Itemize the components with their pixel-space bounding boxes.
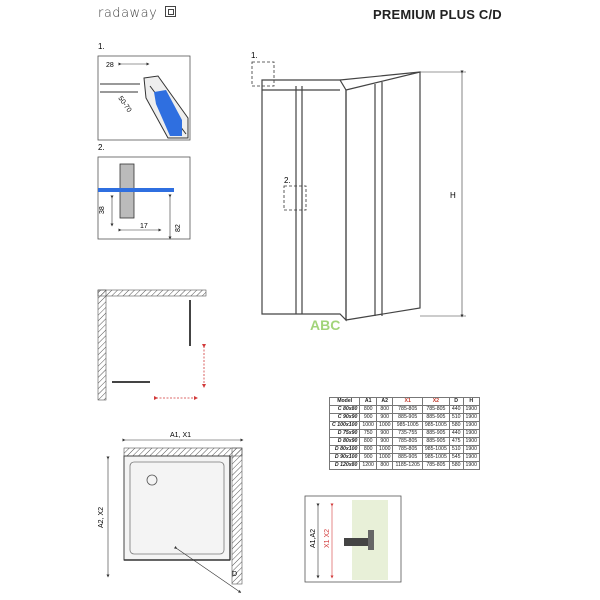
detail-3-label-a: A1,A2	[310, 528, 317, 548]
detail-1-dim-a: 28	[106, 62, 114, 69]
table-row	[330, 462, 480, 470]
spec-header-x2: X2	[422, 398, 449, 406]
height-label: H	[450, 191, 456, 200]
table-cell: 985-1005	[422, 422, 449, 430]
table-cell: 1200	[360, 462, 377, 470]
table-cell: 900	[376, 430, 393, 438]
table-cell: 510	[449, 446, 463, 454]
detail-2-dim-b: 17	[140, 223, 148, 230]
table-cell: 900	[376, 438, 393, 446]
table-cell: 885-905	[422, 438, 449, 446]
table-cell: C 100x100	[330, 422, 360, 430]
table-cell: 735-755	[393, 430, 422, 438]
diagonal-label: D	[232, 571, 238, 578]
detail-3-label-b: X1 X2	[324, 528, 331, 548]
table-cell: 900	[360, 414, 377, 422]
spec-header-a1: A1	[360, 398, 377, 406]
table-cell: 1000	[360, 422, 377, 430]
callout-1-box	[252, 62, 274, 86]
table-row	[330, 430, 480, 438]
table-cell: 800	[360, 438, 377, 446]
depth-label: A2, X2	[98, 506, 105, 528]
table-cell: 900	[376, 414, 393, 422]
table-cell: 785-805	[422, 406, 449, 414]
table-cell: 1900	[463, 430, 480, 438]
table-row	[330, 406, 480, 414]
table-row	[330, 422, 480, 430]
spec-header-x1: X1	[393, 398, 422, 406]
table-cell: 510	[449, 414, 463, 422]
table-cell: 785-805	[393, 446, 422, 454]
table-cell: 885-905	[422, 414, 449, 422]
detail-2-label: 2.	[98, 143, 105, 152]
detail-2-dim-c: 82	[175, 224, 182, 232]
table-cell: D 90x100	[330, 454, 360, 462]
table-cell: 1900	[463, 422, 480, 430]
brand-logo-text: radaway	[98, 6, 158, 21]
front-view	[251, 51, 466, 333]
table-cell: 1900	[463, 438, 480, 446]
table-cell: 885-905	[393, 414, 422, 422]
table-cell: 800	[376, 406, 393, 414]
callout-2-label: 2.	[284, 176, 291, 185]
spec-header-h: H	[463, 398, 480, 406]
table-cell: 475	[449, 438, 463, 446]
table-cell: C 90x90	[330, 414, 360, 422]
table-cell: 1185-1205	[393, 462, 422, 470]
spec-table	[329, 397, 480, 470]
table-cell: 885-905	[393, 454, 422, 462]
spec-header-a2: A2	[376, 398, 393, 406]
table-cell: 440	[449, 430, 463, 438]
table-cell: 800	[376, 462, 393, 470]
table-cell: 580	[449, 422, 463, 430]
table-cell: 1900	[463, 454, 480, 462]
table-cell: 545	[449, 454, 463, 462]
opening-schematic	[98, 290, 206, 400]
spec-header-d: D	[449, 398, 463, 406]
table-cell: 985-1005	[393, 422, 422, 430]
table-cell: 785-805	[422, 462, 449, 470]
callout-1-label: 1.	[251, 51, 258, 60]
table-cell: 985-1005	[422, 454, 449, 462]
table-cell: D 80x90	[330, 438, 360, 446]
detail-2-dim-a: 38	[99, 206, 106, 214]
page-title: PREMIUM PLUS C/D	[373, 7, 502, 22]
table-cell: 1900	[463, 406, 480, 414]
table-cell: 580	[449, 462, 463, 470]
table-cell: 1000	[376, 454, 393, 462]
table-cell: 785-805	[393, 438, 422, 446]
table-cell: D 120x80	[330, 462, 360, 470]
table-cell: 1900	[463, 414, 480, 422]
table-row	[330, 446, 480, 454]
spec-table-body	[330, 406, 480, 470]
table-cell: 1000	[376, 446, 393, 454]
table-cell: 800	[360, 446, 377, 454]
table-cell: 800	[360, 406, 377, 414]
table-cell: 1900	[463, 446, 480, 454]
table-row	[330, 454, 480, 462]
table-cell: 1900	[463, 462, 480, 470]
detail-3	[305, 496, 401, 582]
spec-table-header	[330, 398, 480, 406]
detail-2	[98, 143, 190, 239]
table-cell: 440	[449, 406, 463, 414]
watermark-text: ABC	[310, 317, 341, 333]
table-cell: C 80x80	[330, 406, 360, 414]
table-row	[330, 438, 480, 446]
spec-header-model: Model	[330, 398, 360, 406]
width-label: A1, X1	[170, 432, 192, 439]
table-cell: D 80x100	[330, 446, 360, 454]
table-cell: D 75x90	[330, 430, 360, 438]
table-cell: 1000	[376, 422, 393, 430]
table-cell: 985-1005	[422, 446, 449, 454]
table-cell: 885-905	[422, 430, 449, 438]
callout-2-box	[284, 186, 306, 210]
table-cell: 785-805	[393, 406, 422, 414]
detail-1-dim-b: 50-70	[116, 95, 133, 114]
glass-edge	[98, 188, 174, 192]
top-view	[98, 432, 242, 592]
table-row	[330, 414, 480, 422]
table-cell: 750	[360, 430, 377, 438]
detail-1-label: 1.	[98, 42, 105, 51]
table-cell: 900	[360, 454, 377, 462]
detail-1	[98, 42, 190, 140]
